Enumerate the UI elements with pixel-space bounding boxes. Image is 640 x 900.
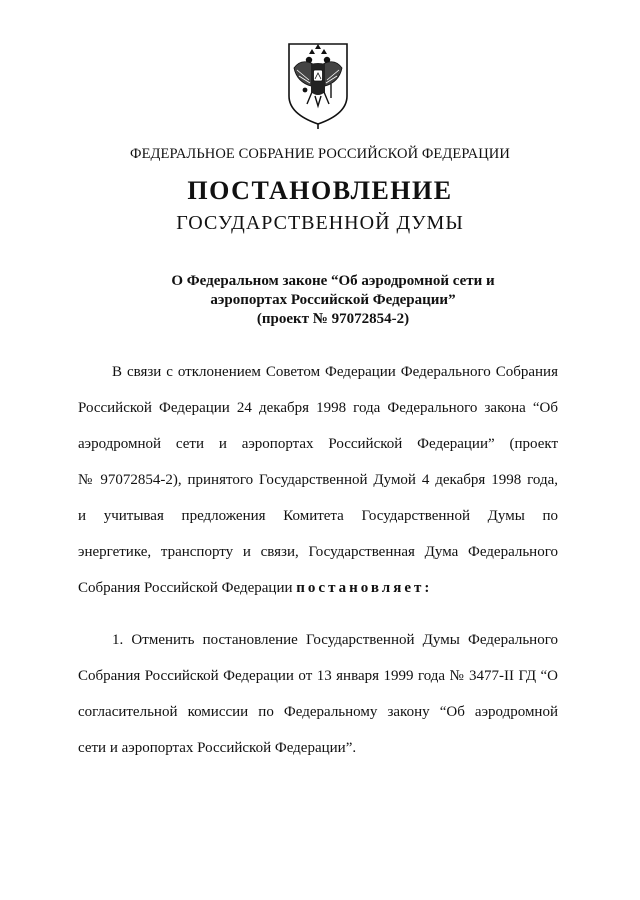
preamble-line: и учитывая предложения Комитета Государственной Думы по: [78, 508, 558, 524]
preamble-line: энергетике, транспорту и связи, Государственная Дума Федерального: [78, 544, 558, 560]
preamble-line: № 97072854-2), принятого Государственной Думой 4 декабря 1998 года,: [78, 472, 558, 488]
preamble-line: Российской Федерации 24 декабря 1998 года Федерального закона “Об: [78, 400, 558, 416]
law-title-line: (проект № 97072854-2): [256, 311, 410, 327]
item-line: сети и аэропортах Российской Федерации”.: [78, 740, 357, 756]
parliament-name: ФЕДЕРАЛЬНОЕ СОБРАНИЕ РОССИЙСКОЙ ФЕДЕРАЦИИ: [130, 146, 510, 162]
document-type-title: ПОСТАНОВЛЕНИЕ: [187, 176, 453, 205]
law-title-line: О Федеральном законе “Об аэродромной сети и: [171, 273, 495, 289]
item-line: согласительной комиссии по Федеральному закону “Об аэродромной: [78, 704, 558, 720]
preamble-last-text: Собрания Российской Федерации: [78, 580, 293, 596]
state-emblem-icon: [285, 40, 351, 130]
preamble-line: [78, 578, 558, 598]
preamble-line: В связи с отклонением Советом Федерации Федерального Собрания: [112, 364, 558, 380]
law-title: [118, 272, 548, 329]
preamble-line: аэродромной сети и аэропортах Российской Федерации” (проект: [78, 436, 558, 452]
item-line: Собрания Российской Федерации от 13 января 1999 года № 3477-II ГД “О: [78, 668, 558, 684]
item-line: 1. Отменить постановление Государственной Думы Федерального: [112, 632, 558, 648]
law-title-line: аэропортах Российской Федерации”: [210, 292, 456, 308]
document-issuer: ГОСУДАРСТВЕННОЙ ДУМЫ: [176, 212, 464, 234]
decree-word: постановляет:: [296, 580, 433, 596]
